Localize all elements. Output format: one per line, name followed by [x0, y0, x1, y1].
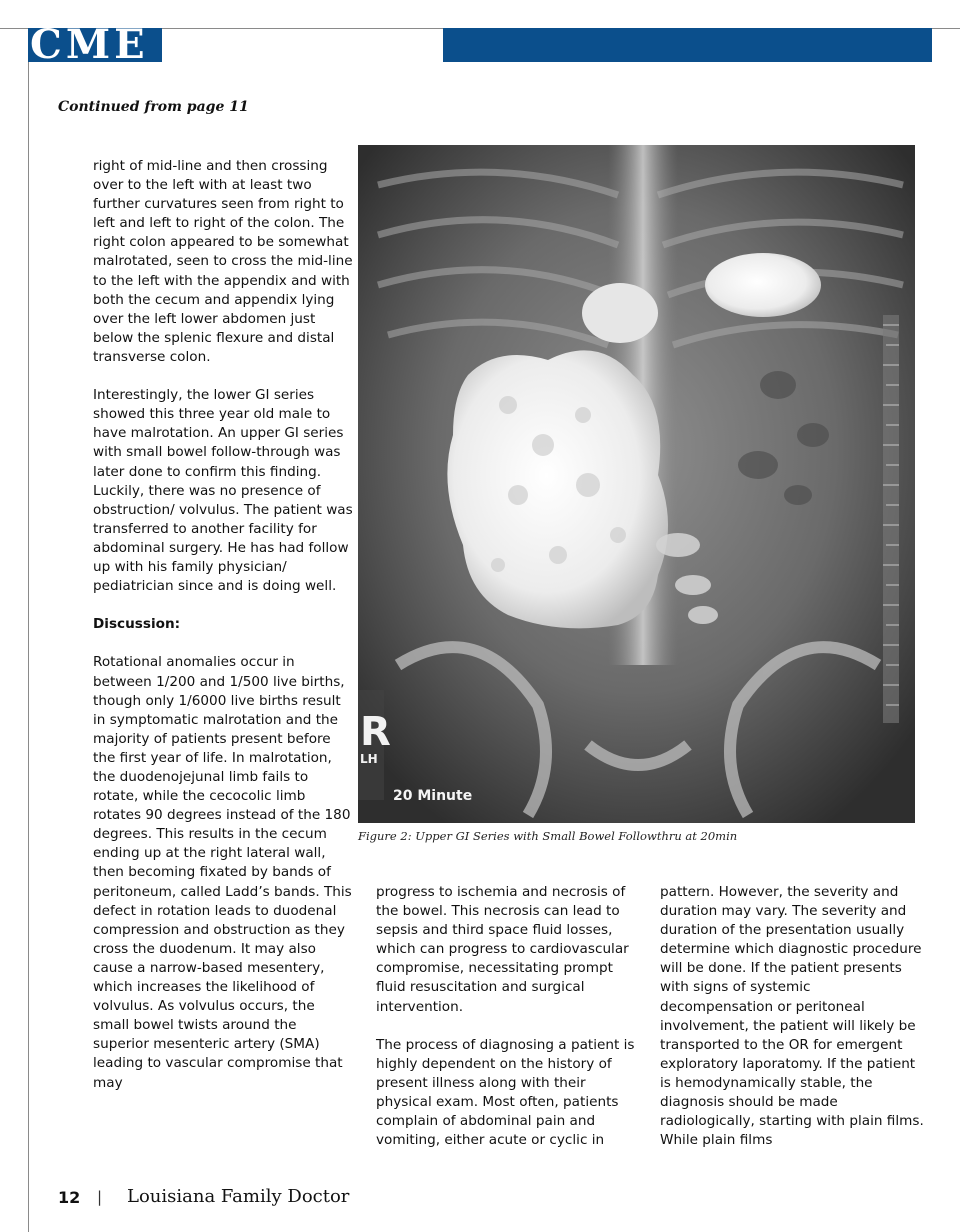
- paragraph: Rotational anomalies occur in between 1/200 and 1/500 live births, though only 1/6000 live births result in symptomatic malrotation and the majority of patients present before the first year of life. In malrotation, the duodenojejunal limb fails to rotate, while the cecocolic limb rotates 90 degrees instead of the 180 degrees. This results in the cecum ending up at the right lateral wall, then becoming fixated by bands of peritoneum, called Ladd’s bands. This defect in rotation leads to duodenal compression and obstruction as they cross the duodenum. It may also cause a narrow-based mesentery, which increases the likelihood of volvulus. As volvulus occurs, the small bowel twists around the superior mesenteric artery (SMA) leading to vascular compromise that may: [93, 654, 352, 1091]
- text-column-2: [376, 883, 638, 1150]
- paragraph: right of mid-line and then crossing over to the left with at least two further curvatures seen from right to left and left to right of the colon. The right colon appeared to be somewhat malrotated, seen to cross the mid-line to the left with the appendix and with both the cecum and appendix lying over the left lower abdomen just below the splenic flexure and distal transverse colon.: [93, 158, 353, 365]
- left-margin-rule: [28, 28, 29, 1232]
- page-number: 12: [58, 1188, 81, 1207]
- continued-label: Continued from page 11: [58, 99, 249, 115]
- figure-caption: Figure 2: Upper GI Series with Small Bowel Followthru at 20min: [358, 829, 738, 843]
- cme-logo: CME: [28, 28, 162, 62]
- xray-figure-image: [358, 145, 915, 823]
- side-marker: LH: [360, 752, 378, 766]
- side-letter: R: [360, 709, 391, 755]
- paragraph: Interestingly, the lower GI series showed this three year old male to have malrotation. An upper GI series with small bowel follow-through was later done to confirm this finding. Luckily, there was no presence of obstruction/ volvulus. The patient was transferred to another facility for abdominal surgery. He has had follow up with his family physician/ pediatrician since and is doing well.: [93, 387, 353, 595]
- section-heading: Discussion:: [93, 616, 181, 633]
- journal-name: Louisiana Family Doctor: [127, 1186, 350, 1207]
- paragraph: progress to ischemia and necrosis of the bowel. This necrosis can lead to sepsis and third space fluid losses, which can progress to cardiovascular compromise, necessitating prompt fluid resuscitation and surgical intervention.: [376, 884, 629, 1015]
- paragraph: pattern. However, the severity and duration may vary. The severity and duration of the presentation usually determine which diagnostic procedure will be done. If the patient presents with signs of systemic decompensation or peritoneal involvement, the patient will likely be transported to the OR for emergent exploratory laporatomy. If the patient is hemodynamically stable, the diagnosis should be made radiologically, starting with plain films. While plain films: [660, 884, 924, 1149]
- text-column-3: [660, 883, 925, 1150]
- text-column-1: [93, 157, 355, 1093]
- header-color-bar: [443, 28, 932, 62]
- paragraph: The process of diagnosing a patient is highly dependent on the history of present illness along with their physical exam. Most often, patients complain of abdominal pain and vomiting, either acute or cyclic in: [376, 1036, 635, 1149]
- image-time-label: 20 Minute: [393, 788, 473, 804]
- footer-separator: |: [97, 1188, 103, 1206]
